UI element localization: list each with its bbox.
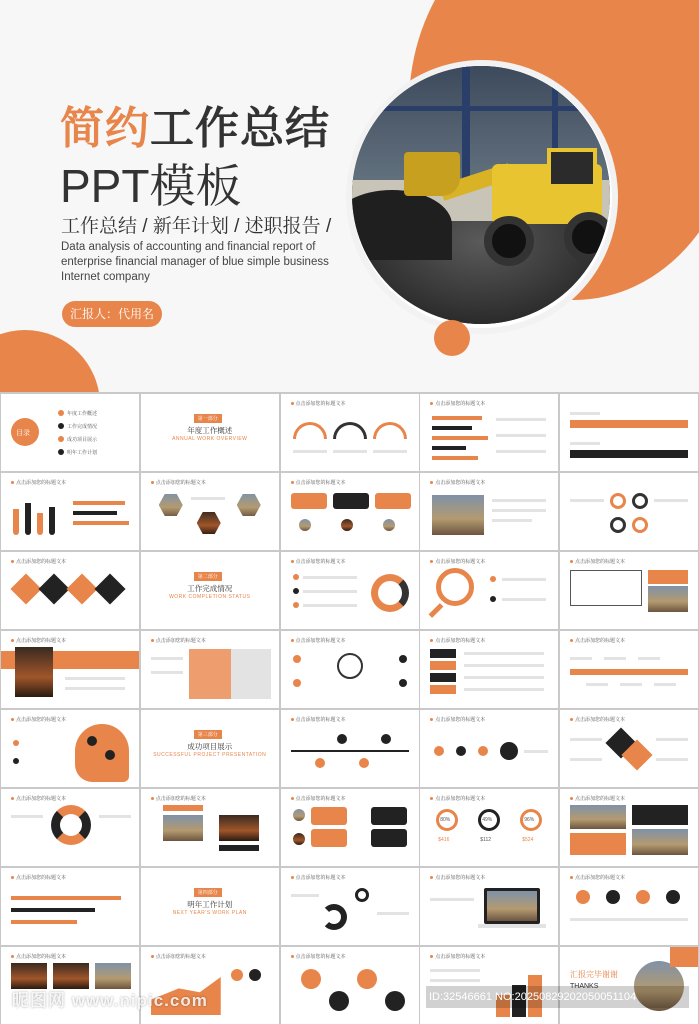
section-2-title: 工作完成情况 bbox=[187, 584, 233, 593]
toc-item-4: 明年工作计划 bbox=[67, 450, 98, 456]
thumb-photo-left[interactable] bbox=[420, 473, 558, 550]
section-1-title: 年度工作概述 bbox=[187, 426, 233, 435]
thumb-toc[interactable] bbox=[1, 394, 139, 471]
thumb-section-1[interactable] bbox=[141, 394, 279, 471]
thanks-cn: 汇报完毕谢谢 bbox=[570, 970, 618, 979]
thumb-photo-collage[interactable] bbox=[560, 789, 698, 866]
slide-header: 点击添加您的标题文本 bbox=[151, 795, 206, 802]
thumb-laptop[interactable] bbox=[420, 868, 558, 945]
slide-header: 点击添加您的标题文本 bbox=[11, 637, 66, 644]
cover-title bbox=[60, 92, 330, 156]
slide-header: 点击添加您的标题文本 bbox=[291, 874, 346, 881]
cover-description: Data analysis of accounting and financial report of enterprise financial manager of blue simple business Internet company bbox=[61, 241, 329, 283]
thumb-test-tubes[interactable] bbox=[1, 473, 139, 550]
slide-header: 点击添加您的标题文本 bbox=[11, 795, 66, 802]
section-1-tag: 第一部分 bbox=[194, 414, 222, 423]
slide-thumbnail-grid bbox=[0, 392, 699, 1024]
thumb-gears[interactable] bbox=[281, 947, 419, 1024]
cover-title-accent: 简约 bbox=[60, 104, 150, 153]
image-id-watermark: ID:32546661 NO:20250829202050051104 bbox=[426, 986, 689, 1008]
thumb-arrows[interactable] bbox=[420, 631, 558, 708]
reporter-badge: 汇报人：代用名 bbox=[62, 301, 162, 327]
toc-item-1: 年度工作概述 bbox=[67, 411, 98, 417]
thumb-magnifier[interactable] bbox=[420, 552, 558, 629]
thumb-rings[interactable] bbox=[560, 473, 698, 550]
thumb-bulb[interactable] bbox=[281, 631, 419, 708]
slide-header: 点击添加您的标题文本 bbox=[430, 400, 485, 407]
slide-header: 点击添加您的标题文本 bbox=[151, 479, 206, 486]
thumb-photo-grid[interactable] bbox=[141, 789, 279, 866]
ring-percent-3: 96% bbox=[524, 817, 535, 823]
thumb-banner-photo[interactable] bbox=[1, 631, 139, 708]
slide-header: 点击添加您的标题文本 bbox=[430, 953, 485, 960]
thumb-cycle[interactable] bbox=[1, 789, 139, 866]
slide-header: 点击添加您的标题文本 bbox=[570, 874, 625, 881]
slide-header: 点击添加您的标题文本 bbox=[430, 874, 485, 881]
thumb-steps[interactable] bbox=[420, 710, 558, 787]
toc-badge: 目录 bbox=[16, 430, 30, 437]
slide-header: 点击添加您的标题文本 bbox=[430, 637, 485, 644]
slide-header: 点击添加您的标题文本 bbox=[11, 874, 66, 881]
ring-percent-1: 80% bbox=[440, 817, 451, 823]
thumb-percent-rings[interactable] bbox=[420, 789, 558, 866]
thumb-pins[interactable] bbox=[281, 710, 419, 787]
slide-header: 点击添加您的标题文本 bbox=[291, 795, 346, 802]
section-4-subtitle: NEXT YEAR'S WORK PLAN bbox=[172, 910, 247, 916]
thumb-callouts[interactable] bbox=[281, 473, 419, 550]
cover-title-line2: PPT模板 bbox=[60, 160, 242, 212]
thumb-figures[interactable] bbox=[141, 631, 279, 708]
section-3-subtitle: SUCCESSFUL PROJECT PRESENTATION bbox=[153, 752, 267, 758]
loader-photo bbox=[352, 66, 610, 324]
section-4-tag: 第四部分 bbox=[194, 888, 222, 897]
stat-value-1: $416 bbox=[438, 837, 450, 843]
thumb-avatar-boxes[interactable] bbox=[281, 789, 419, 866]
thumb-section-4[interactable] bbox=[141, 868, 279, 945]
slide-header: 点击添加您的标题文本 bbox=[151, 953, 206, 960]
thumb-bars[interactable] bbox=[420, 394, 558, 471]
slide-header: 点击添加您的标题文本 bbox=[291, 637, 346, 644]
thumb-pie-circles[interactable] bbox=[281, 868, 419, 945]
slide-header: 点击添加您的标题文本 bbox=[570, 637, 625, 644]
thumb-map-pins[interactable] bbox=[560, 868, 698, 945]
thanks-en: THANKS bbox=[570, 983, 599, 990]
slide-header: 点击添加您的标题文本 bbox=[430, 795, 485, 802]
slide-header: 点击添加您的标题文本 bbox=[291, 479, 346, 486]
orange-dot-decoration bbox=[434, 320, 470, 356]
slide-header: 点击添加您的标题文本 bbox=[570, 795, 625, 802]
slide-header: 点击添加您的标题文本 bbox=[151, 637, 206, 644]
thumb-donut[interactable] bbox=[281, 552, 419, 629]
slide-header: 点击添加您的标题文本 bbox=[430, 558, 485, 565]
ring-percent-2: 49% bbox=[482, 817, 493, 823]
thumb-people-stats[interactable] bbox=[560, 394, 698, 471]
slide-header: 点击添加您的标题文本 bbox=[291, 716, 346, 723]
slide-header: 点击添加您的标题文本 bbox=[11, 953, 66, 960]
cover-subtitle: 工作总结 / 新年计划 / 述职报告 / bbox=[61, 216, 332, 237]
thumb-frame-photos[interactable] bbox=[560, 552, 698, 629]
slide-header: 点击添加您的标题文本 bbox=[430, 716, 485, 723]
thumb-timeline[interactable] bbox=[560, 631, 698, 708]
section-2-tag: 第二部分 bbox=[194, 572, 222, 581]
cover-slide bbox=[0, 0, 699, 392]
thumb-hexagons[interactable] bbox=[141, 473, 279, 550]
slide-header: 点击添加您的标题文本 bbox=[291, 558, 346, 565]
toc-item-3: 成功项目展示 bbox=[67, 437, 98, 443]
thumb-gauges[interactable] bbox=[281, 394, 419, 471]
slide-header: 点击添加您的标题文本 bbox=[570, 558, 625, 565]
slide-header: 点击添加您的标题文本 bbox=[291, 953, 346, 960]
cover-title-rest: 工作总结 bbox=[150, 104, 330, 153]
section-3-tag: 第三部分 bbox=[194, 730, 222, 739]
thumb-section-2[interactable] bbox=[141, 552, 279, 629]
slide-header: 点击添加您的标题文本 bbox=[430, 479, 485, 486]
slide-header: 点击添加您的标题文本 bbox=[291, 400, 346, 407]
site-watermark: 昵图网 www.nipic.com bbox=[12, 991, 208, 1010]
stat-value-2: $112 bbox=[480, 837, 492, 843]
section-3-title: 成功项目展示 bbox=[187, 742, 233, 751]
slide-header: 点击添加您的标题文本 bbox=[11, 479, 66, 486]
section-1-subtitle: ANNUAL WORK OVERVIEW bbox=[172, 436, 248, 442]
thumb-diamonds[interactable] bbox=[1, 552, 139, 629]
stat-value-3: $524 bbox=[522, 837, 534, 843]
section-4-title: 明年工作计划 bbox=[187, 900, 233, 909]
thumb-hbars[interactable] bbox=[1, 868, 139, 945]
thumb-section-3[interactable] bbox=[141, 710, 279, 787]
slide-header: 点击添加您的标题文本 bbox=[570, 716, 625, 723]
toc-item-2: 工作完成情况 bbox=[67, 424, 98, 430]
orange-corner-decoration bbox=[0, 330, 100, 392]
section-2-subtitle: WORK COMPLETION STATUS bbox=[169, 594, 251, 600]
slide-header: 点击添加您的标题文本 bbox=[11, 558, 66, 565]
thumb-head[interactable] bbox=[1, 710, 139, 787]
slide-header: 点击添加您的标题文本 bbox=[11, 716, 66, 723]
thumb-diamond-cluster[interactable] bbox=[560, 710, 698, 787]
